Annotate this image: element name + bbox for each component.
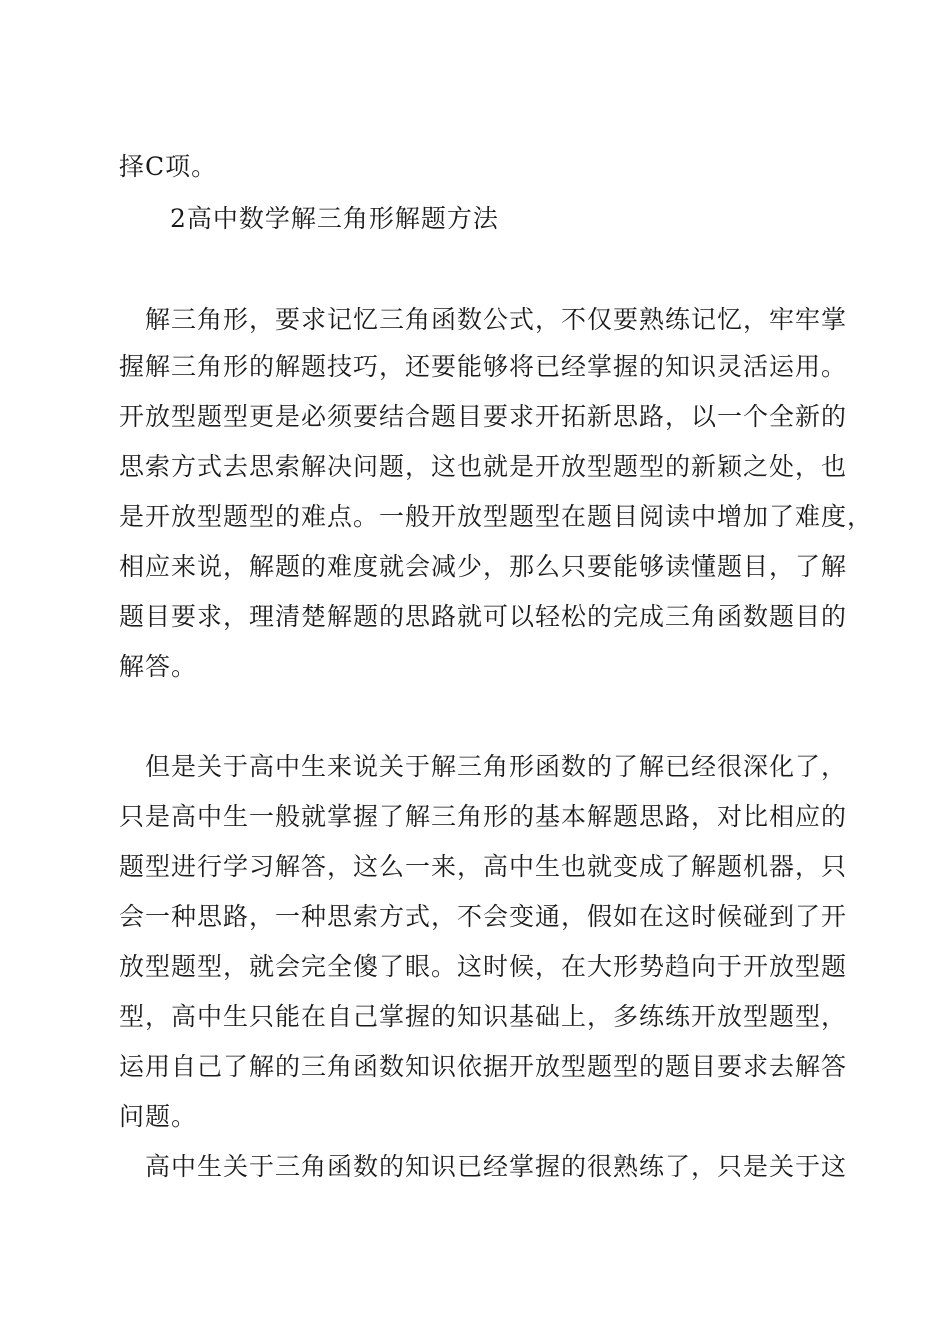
paragraph-line: 运用自己了解的三角函数知识依据开放型题型的题目要求去解答 bbox=[119, 1052, 848, 1081]
paragraph-line: 解答。 bbox=[119, 652, 198, 681]
paragraph-line: 问题。 bbox=[119, 1102, 198, 1131]
paragraph-line: 高中生关于三角函数的知识已经掌握的很熟练了，只是关于这 bbox=[145, 1152, 848, 1181]
paragraph-line: 题目要求，理清楚解题的思路就可以轻松的完成三角函数题目的 bbox=[119, 602, 848, 631]
paragraph-line: 握解三角形的解题技巧，还要能够将已经掌握的知识灵活运用。 bbox=[119, 352, 848, 381]
paragraph-line: 只是高中生一般就掌握了解三角形的基本解题思路，对比相应的 bbox=[119, 802, 848, 831]
paragraph-line: 开放型题型更是必须要结合题目要求开拓新思路，以一个全新的 bbox=[119, 402, 848, 431]
paragraph-line: 但是关于高中生来说关于解三角形函数的了解已经很深化了， bbox=[145, 752, 848, 781]
paragraph-line: 解三角形，要求记忆三角函数公式，不仅要熟练记忆，牢牢掌 bbox=[145, 305, 848, 334]
fragment-line: 择C项。 bbox=[119, 152, 218, 181]
paragraph-line: 题型进行学习解答，这么一来，高中生也就变成了解题机器，只 bbox=[119, 852, 848, 881]
paragraph-line: 型，高中生只能在自己掌握的知识基础上，多练练开放型题型， bbox=[119, 1002, 848, 1031]
paragraph-line: 相应来说，解题的难度就会减少，那么只要能够读懂题目，了解 bbox=[119, 552, 848, 581]
section-heading: 2高中数学解三角形解题方法 bbox=[170, 204, 499, 233]
paragraph-line: 思索方式去思索解决问题，这也就是开放型题型的新颖之处，也 bbox=[119, 452, 848, 481]
paragraph-line: 会一种思路，一种思索方式，不会变通，假如在这时候碰到了开 bbox=[119, 902, 848, 931]
paragraph-line: 放型题型，就会完全傻了眼。这时候，在大形势趋向于开放型题 bbox=[119, 952, 848, 981]
paragraph-line: 是开放型题型的难点。一般开放型题型在题目阅读中增加了难度， bbox=[119, 502, 874, 531]
